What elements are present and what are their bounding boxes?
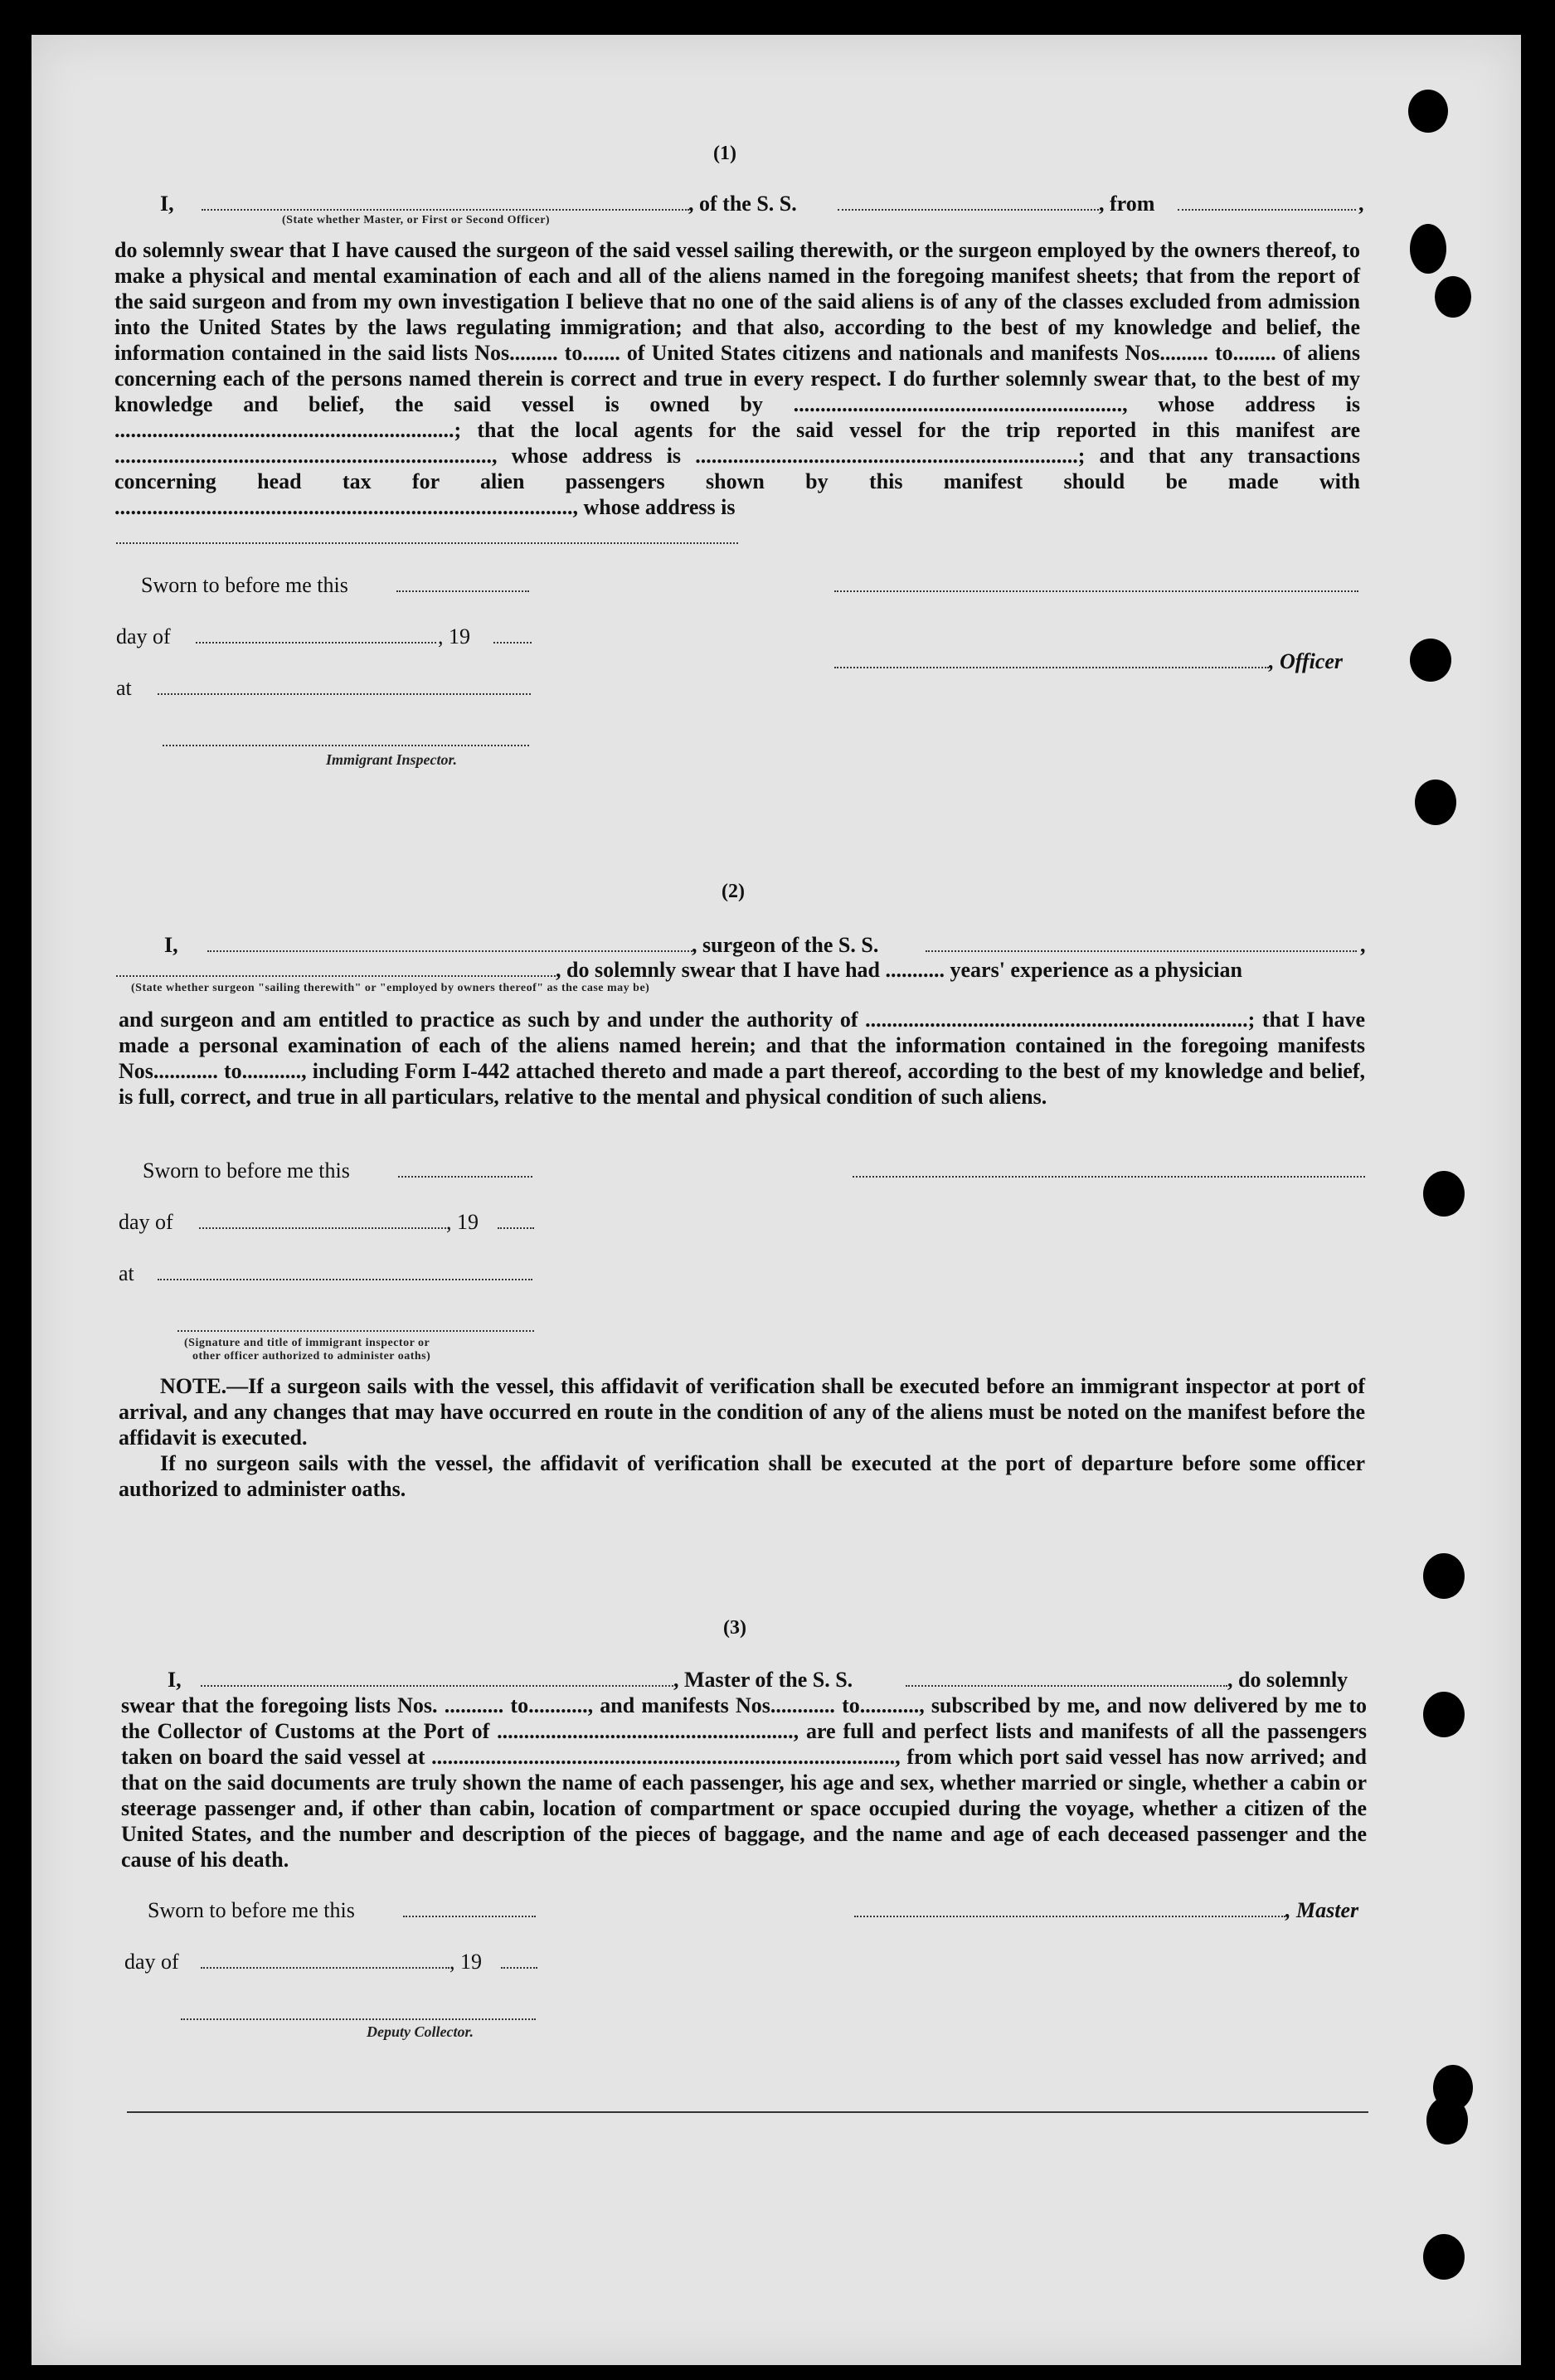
punch-hole [1423,1553,1465,1599]
note-text-2: If no surgeon sails with the vessel, the affidavit of verification shall be executed at the port of departure before some officer authorized to administer oaths. [119,1451,1365,1501]
punch-hole [1435,276,1471,318]
inspector-label: Immigrant Inspector. [326,751,458,768]
day-of-label: day of [119,1210,173,1234]
section-1-lead: I, [160,192,174,216]
year-field[interactable] [493,642,532,644]
section-1-body [114,237,1360,520]
at-label: at [116,676,132,700]
master-label: , Master [1285,1898,1359,1922]
sworn-date-field[interactable] [396,590,529,592]
master-officer-note: (State whether Master, or First or Second Officer) [282,214,551,226]
officer-signature-field[interactable] [834,667,1269,668]
surgeon-oath-line: , do solemnly swear that I have had ........... years' experience as a physician [556,958,1242,982]
year-field[interactable] [501,1967,537,1969]
do-solemnly-label: , do solemnly [1227,1668,1348,1692]
master-name-field[interactable] [201,1685,673,1687]
surgeon-capacity-note: (State whether surgeon "sailing therewith" or "employed by owners thereof" as the case may be) [131,982,650,994]
day-of-field[interactable] [201,1967,449,1969]
surgeon-vessel-field[interactable] [926,950,1357,952]
at-label: at [119,1261,134,1285]
inspector-signature-field[interactable] [177,1330,534,1332]
punch-hole [1423,1692,1465,1737]
surgeon-signature-field[interactable] [853,1176,1365,1178]
year-label: , 19 [438,624,470,648]
punch-hole [1410,224,1446,274]
sworn-label: Sworn to before me this [143,1158,350,1183]
surgeon-of-label: , surgeon of the S. S. [692,933,879,957]
section-2-number: (2) [722,881,745,902]
section-2-body-text: and surgeon and am entitled to practice as such by and under the authority of .......................................................................; that I have made a personal examination of each of the aliens named herein; and that the information contained in the foregoing manifests Nos............ to..........., including Form I-442 attached thereto and made a part thereof, according to the best of my knowledge and belief, is full, correct, and true in all particulars, relative to the mental and physical condition of such aliens. [119,1008,1365,1109]
master-name-field[interactable] [202,209,689,211]
punch-hole [1423,1171,1465,1217]
punch-hole [1410,639,1451,682]
day-of-label: day of [124,1950,179,1974]
surgeon-name-field[interactable] [207,950,692,952]
master-signature-field[interactable] [854,1916,1285,1917]
section-1-number: (1) [713,143,736,164]
section-3-body-text: swear that the foregoing lists Nos. ........... to..........., and manifests Nos............ to..........., subscribed by me, and now delivered by me to the Collector of Customs at the Port of ......................................................., are full and perfect lists and manifests of all the passengers taken on board the said vessel at ......................................................................................, from which port said vessel has now arrived; and that on the said documents are truly shown the name of each passenger, his age and sex, whether married or single, whether a cabin or steerage passenger and, if other than cabin, location of compartment or space occupied during the voyage, whether a citizen of the United States, and the number and description of the pieces of baggage, and the name and age of each deceased passenger and the cause of his death. [121,1693,1367,1872]
punch-hole [1423,2234,1465,2280]
vessel-name-field[interactable] [906,1685,1227,1687]
year-label: , 19 [449,1950,482,1974]
sworn-date-field[interactable] [403,1916,536,1917]
punch-hole [1426,2096,1468,2144]
punch-hole [1415,780,1456,825]
day-of-field[interactable] [196,642,436,644]
vessel-name-field[interactable] [838,209,1099,211]
officer-label: , Officer [1269,649,1344,673]
inspector-signature-field[interactable] [163,745,529,746]
section-3-number: (3) [723,1617,746,1639]
deputy-collector-label: Deputy Collector. [367,2023,474,2040]
from-port-field[interactable] [1178,209,1356,211]
signer-title-note-2: other officer authorized to administer oaths) [192,1350,431,1362]
section-2-lead: I, [164,933,178,957]
section-1-body-text: do solemnly swear that I have caused the surgeon of the said vessel sailing therewith, or the surgeon employed by the owners thereof, to make a physical and mental examination of each and all of the aliens named in the foregoing manifest sheets; that from the report of the said surgeon and from my own investigation I believe that no one of the said aliens is of any of the classes excluded from admission into the United States by the laws regulating immigration; and that also, according to the best of my knowledge and belief, the information contained in the said lists Nos......... to....... of United States citizens and nationals and manifests Nos......... to........ of aliens concerning each of the persons named therein is correct and true in every respect. I do further solemnly swear that, to the best of my knowledge and belief, the said vessel is owned by ............................................................., whose address is ...............................................................; that the local agents for the said vessel for the trip reported in this manifest are ......................................................................, whose address is .......................................................................; and that any transactions concerning head tax for alien passengers shown by this manifest should be made with ....................................................................................., whose address is [114,238,1360,519]
sworn-label: Sworn to before me this [141,573,348,597]
day-of-field[interactable] [199,1227,446,1229]
master-signature-field[interactable] [834,590,1358,592]
from-label: , from [1099,192,1155,216]
line-end-comma: , [1360,933,1366,957]
sworn-date-field[interactable] [398,1176,532,1178]
at-place-field[interactable] [158,693,531,695]
year-label: , 19 [446,1210,479,1234]
note-text: NOTE.—If a surgeon sails with the vessel, this affidavit of verification shall be executed before an immigrant inspector at port of arrival, and any changes that may have occurred en route in the condition of any of the aliens must be noted on the manifest before the affidavit is executed. [119,1374,1365,1450]
of-the-ss-label: , of the S. S. [688,192,797,216]
sworn-label: Sworn to before me this [148,1898,355,1922]
note-paragraph [119,1373,1365,1502]
surgeon-capacity-field[interactable] [116,975,556,977]
section-3-body [121,1693,1367,1872]
collector-signature-field[interactable] [181,2018,536,2020]
bottom-rule [127,2111,1368,2113]
section-3-lead: I, [168,1668,182,1692]
whose-address-field[interactable] [116,542,738,544]
signer-title-note-1: (Signature and title of immigrant inspector or [184,1337,430,1349]
master-of-label: , Master of the S. S. [673,1668,853,1692]
punch-hole [1408,90,1448,133]
section-2-body [119,1007,1365,1110]
line-end-comma: , [1358,192,1364,216]
at-place-field[interactable] [158,1279,532,1280]
day-of-label: day of [116,624,171,648]
year-field[interactable] [498,1227,534,1229]
